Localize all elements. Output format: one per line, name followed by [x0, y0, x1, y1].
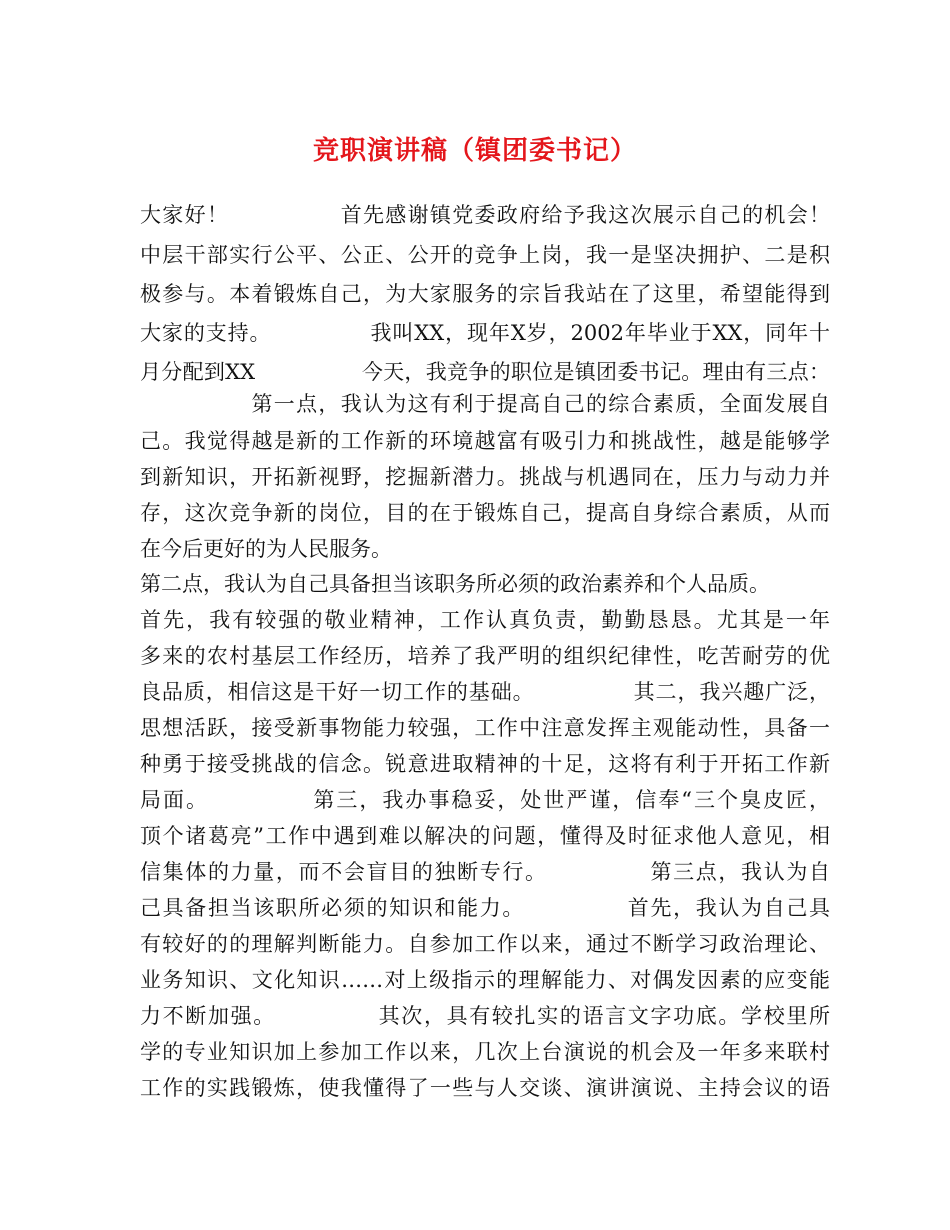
text-line: 种勇于接受挑战的信念。锐意进取精神的十足，这将有利于开拓工作新: [140, 752, 830, 776]
text-line: 存，这次竞争新的岗位，目的在于锻炼自己，提高自身综合素质，从而: [140, 501, 830, 525]
text-line: 局面。 第三，我办事稳妥，处世严谨，信奉“三个臭皮匠，: [140, 788, 830, 812]
text-line: 思想活跃，接受新事物能力较强，工作中注意发挥主观能动性，具备一: [140, 716, 830, 740]
text-line: 己具备担当该职所必须的知识和能力。 首先，我认为自己具: [140, 896, 830, 920]
text-line: 学的专业知识加上参加工作以来，几次上台演说的机会及一年多来联村: [140, 1040, 830, 1064]
text-line: 力不断加强。 其次，具有较扎实的语言文字功底。学校里所: [140, 1004, 830, 1028]
text-line: 月分配到XX 今天，我竞争的职位是镇团委书记。理由有三点：: [140, 360, 830, 384]
text-line: 有较好的的理解判断能力。自参加工作以来，通过不断学习政治理论、: [140, 932, 830, 956]
document-title: 竞职演讲稿（镇团委书记）: [312, 136, 637, 166]
text-line: 第二点，我认为自己具备担当该职务所必须的政治素养和个人品质。: [140, 572, 770, 596]
text-line: 首先，我有较强的敬业精神，工作认真负责，勤勤恳恳。尤其是一年: [140, 608, 830, 632]
text-line: 业务知识、文化知识……对上级指示的理解能力、对偶发因素的应变能: [140, 968, 830, 992]
text-line: 中层干部实行公平、公正、公开的竞争上岗，我一是坚决拥护、二是积: [140, 243, 830, 267]
text-line: 极参与。本着锻炼自己，为大家服务的宗旨我站在了这里，希望能得到: [140, 282, 830, 306]
text-line: 工作的实践锻炼，使我懂得了一些与人交谈、演讲演说、主持会议的语: [140, 1076, 830, 1100]
text-line: 大家的支持。 我叫XX，现年X岁，2002年毕业于XX，同年十: [140, 321, 830, 345]
text-line: 在今后更好的为人民服务。: [140, 537, 392, 561]
text-line: 顶个诸葛亮”工作中遇到难以解决的问题，懂得及时征求他人意见，相: [140, 824, 830, 848]
text-line: 到新知识，开拓新视野，挖掘新潜力。挑战与机遇同在，压力与动力并: [140, 465, 830, 489]
text-line: 第一点，我认为这有利于提高自己的综合素质，全面发展自: [140, 392, 830, 416]
text-line: 多来的农村基层工作经历，培养了我严明的组织纪律性，吃苦耐劳的优: [140, 644, 830, 668]
text-line: 良品质，相信这是干好一切工作的基础。 其二，我兴趣广泛，: [140, 680, 830, 704]
text-line: 己。我觉得越是新的工作新的环境越富有吸引力和挑战性，越是能够学: [140, 429, 830, 453]
text-line: 大家好！ 首先感谢镇党委政府给予我这次展示自己的机会！: [140, 203, 830, 227]
text-line: 信集体的力量，而不会盲目的独断专行。 第三点，我认为自: [140, 860, 830, 884]
